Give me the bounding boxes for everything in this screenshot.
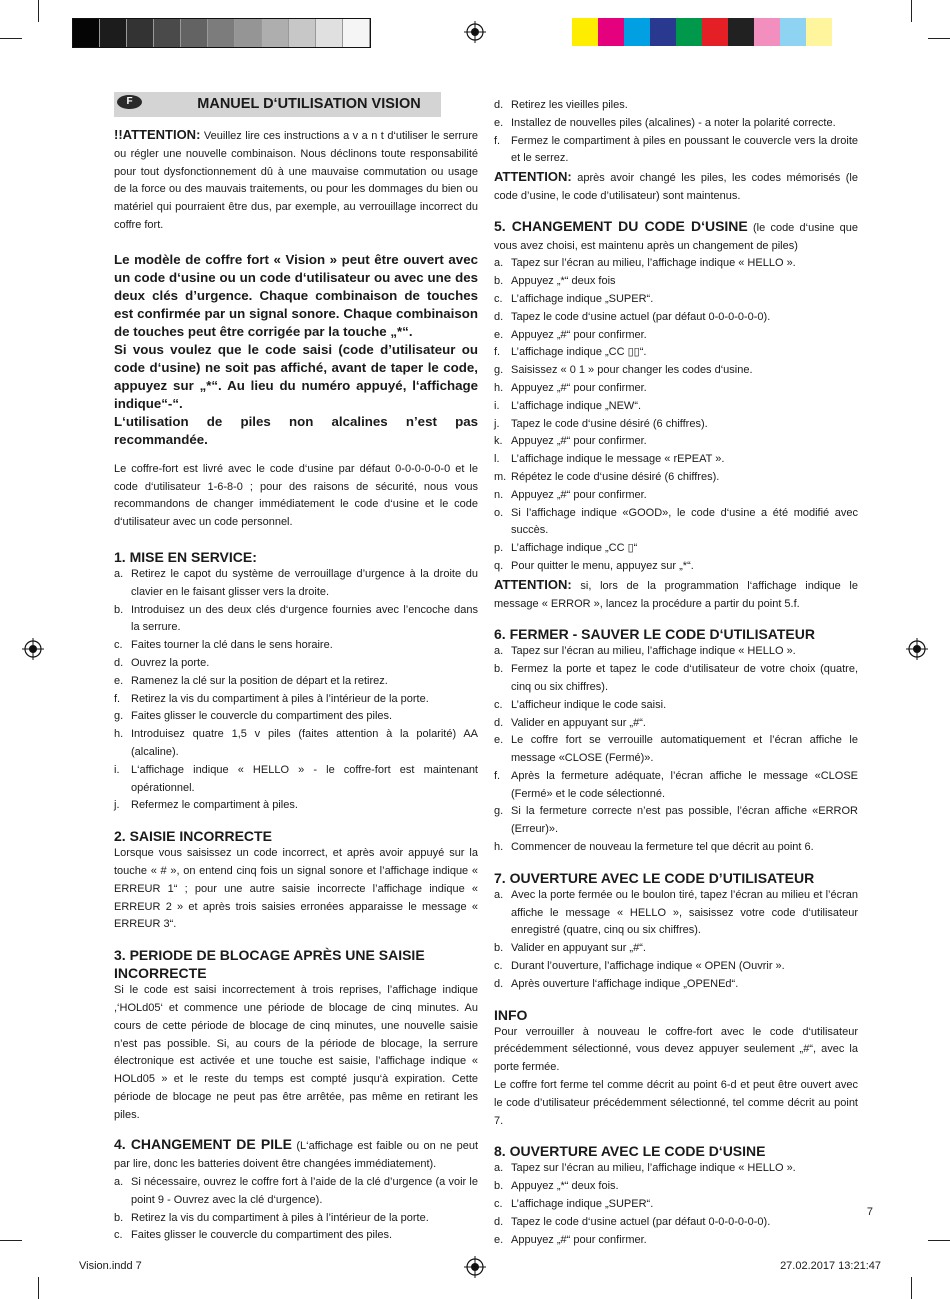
list-item-letter: e. xyxy=(114,674,124,687)
registration-mark-icon xyxy=(464,1256,486,1278)
list-item-text: Fermez le compartiment à piles en poussant le couvercle vers la droite et le serrez. xyxy=(511,134,858,165)
section-5-list xyxy=(494,255,858,575)
color-swatch xyxy=(728,18,754,46)
list-item-text: Valider en appuyant sur „#“. xyxy=(511,716,646,729)
list-item-text: Appuyez „#“ pour confirmer. xyxy=(511,328,647,341)
list-item-letter: o. xyxy=(494,506,504,519)
list-item xyxy=(114,1227,478,1245)
list-item-text: Tapez le code d‘usine actuel (par défaut 0-0-0-0-0-0). xyxy=(511,310,771,323)
intro-note: Le coffre-fort est livré avec le code d‘usine par défaut 0-0-0-0-0-0 et le code d‘utilisateur 1-6-8-0 ; pour des raisons de sécurité, nous vous recommandons de changer immédiatement le code d‘usine et le code d‘utilisateur avec un code personnel. xyxy=(114,462,478,529)
list-item-letter: c. xyxy=(494,698,503,711)
list-item xyxy=(494,558,858,576)
crop-mark xyxy=(911,0,912,22)
list-item-text: L’affichage indique „SUPER“. xyxy=(511,1198,654,1211)
list-item-text: Introduisez quatre 1,5 v piles (faites attention à la polarité) AA (alcaline). xyxy=(131,728,478,758)
attention-label: ATTENTION: xyxy=(494,169,572,185)
list-item-text: Appuyez „*“ deux fois. xyxy=(511,1180,619,1193)
list-item-text: Ouvrez la porte. xyxy=(131,656,210,669)
list-item-text: Tapez le code d‘usine actuel (par défaut 0-0-0-0-0-0). xyxy=(511,1215,771,1228)
color-swatch xyxy=(316,19,343,47)
attention-text: si, lors de la programmation l‘affichage indique le message « ERROR », lancez la procédure a partir du point 5.f. xyxy=(494,579,858,610)
list-item-text: Ramenez la clé sur la position de départ et la retirez. xyxy=(131,674,388,687)
section-7-list xyxy=(494,887,858,994)
section-8-list xyxy=(494,1160,858,1249)
section-1-title: 1. MISE EN SERVICE: xyxy=(114,548,257,565)
list-item xyxy=(114,797,478,815)
color-swatch xyxy=(624,18,650,46)
footer-date: 27.02.2017 13:21:47 xyxy=(780,1260,881,1272)
list-item-text: Introduisez un des deux clés d‘urgence fournies avec l’encoche dans la serrure. xyxy=(131,603,478,634)
crop-mark xyxy=(38,0,39,22)
grayscale-calibration-strip xyxy=(72,18,371,48)
list-item-letter: d. xyxy=(494,99,504,111)
list-item xyxy=(494,97,858,115)
section-4-list-continued xyxy=(494,97,858,168)
list-item-letter: c. xyxy=(114,1229,123,1242)
list-item-letter: d. xyxy=(494,716,504,729)
list-item xyxy=(494,1160,858,1178)
list-item xyxy=(114,762,478,798)
list-item-letter: a. xyxy=(494,645,504,658)
attention-text: après avoir changé les piles, les codes mémorisés (le code d’usine, le code d’utilisateur) sont maintenus. xyxy=(494,172,858,202)
list-item-text: Appuyez „*“ deux fois xyxy=(511,275,616,288)
list-item-letter: a. xyxy=(114,1176,124,1189)
list-item-letter: b. xyxy=(494,275,504,288)
list-item-letter: c. xyxy=(494,960,503,973)
section-2-text: Lorsque vous saisissez un code incorrect, et après avoir appuyé sur la touche « # », on entend cinq fois un signal sonore et l’affichage indique « ERREUR 1“ ; pour une autre saisie incorrecte l’affichage indique « ERREUR 2 » et après trois saisies erronées apparaisse le message « ERREUR 3“. xyxy=(114,847,478,931)
list-item xyxy=(114,708,478,726)
intro-bold-1: Le modèle de coffre fort « Vision » peut être ouvert avec un code d‘usine ou un code d‘utilisateur ou avec une des deux clés d’urgence. Chaque combinaison de touches est confirmée par un signal sonore. Chaque combinaison de touches peut être corrigée par la touche „*“. xyxy=(114,251,478,339)
list-item-letter: a. xyxy=(114,567,124,580)
list-item-letter: j. xyxy=(114,799,120,812)
section-7-title: 7. OUVERTURE AVEC LE CODE D’UTILISATEUR xyxy=(494,869,815,886)
crop-mark xyxy=(0,1240,22,1241)
list-item xyxy=(114,637,478,655)
list-item-letter: c. xyxy=(494,1198,503,1211)
list-item xyxy=(494,887,858,940)
color-swatch xyxy=(598,18,624,46)
crop-mark xyxy=(928,1240,950,1241)
list-item-letter: e. xyxy=(494,734,504,747)
list-item-text: L’affichage indique „SUPER“. xyxy=(511,292,654,305)
list-item xyxy=(114,1210,478,1228)
list-item-text: Tapez sur l’écran au milieu, l’affichage indique « HELLO ». xyxy=(511,1162,796,1175)
list-item-text: Le coffre fort se verrouille automatiquement et l’écran affiche le message «CLOSE (Fermé)». xyxy=(511,734,858,765)
section-5-attention xyxy=(494,576,858,614)
page-number: 7 xyxy=(866,1206,873,1218)
list-item-text: Retirez le capot du système de verrouillage d’urgence à la droite du clavier en le faisant glisser vers la droite. xyxy=(131,567,478,598)
color-swatch xyxy=(702,18,728,46)
list-item-text: Si l’affichage indique «GOOD», le code d‘usine a été modifié avec succès. xyxy=(511,506,858,537)
intro-bold-3: L‘utilisation de piles non alcalines n’est pas recommandée. xyxy=(114,413,478,447)
list-item-letter: g. xyxy=(114,710,124,723)
list-item xyxy=(494,697,858,715)
crop-mark xyxy=(911,1277,912,1299)
list-item xyxy=(494,940,858,958)
list-item-letter: p. xyxy=(494,542,504,555)
list-item-text: Durant l’ouverture, l’affichage indique « OPEN (Ouvrir ». xyxy=(511,960,785,973)
list-item xyxy=(494,416,858,434)
list-item-letter: b. xyxy=(494,942,504,955)
list-item-text: Installez de nouvelles piles (alcalines) - a noter la polarité correcte. xyxy=(511,116,836,129)
list-item-text: Appuyez „#“ pour confirmer. xyxy=(511,435,647,448)
left-column xyxy=(114,126,478,1245)
list-item-letter: f. xyxy=(494,769,501,782)
info-text-1: Pour verrouiller à nouveau le coffre-fort avec le code d‘utilisateur précédemment sélectionné, vous devez appuyer seulement „#“, avec la porte fermée. xyxy=(494,1025,858,1074)
list-item-text: Retirez la vis du compartiment à piles à l’intérieur de la porte. xyxy=(131,1211,429,1224)
list-item xyxy=(494,715,858,733)
list-item-letter: i. xyxy=(114,763,120,776)
list-item-text: L’affichage indique „CC ▯▯“. xyxy=(511,346,647,359)
color-swatch xyxy=(73,19,100,47)
list-item-text: Si nécessaire, ouvrez le coffre fort à l’aide de la clé d’urgence (a voir le point 9 - Ouvrez avec la clé d‘urgence). xyxy=(131,1176,478,1206)
list-item-letter: g. xyxy=(494,364,504,377)
list-item-text: L’affichage indique „NEW“. xyxy=(511,399,642,412)
list-item-letter: b. xyxy=(114,603,124,616)
color-swatch xyxy=(780,18,806,46)
attention-label: ATTENTION: xyxy=(494,576,572,592)
section-2-title: 2. SAISIE INCORRECTE xyxy=(114,828,272,845)
color-swatch xyxy=(262,19,289,47)
info-title: INFO xyxy=(494,1006,528,1023)
color-swatch xyxy=(181,19,208,47)
section-4-subtitle: (L‘affichage est faible ou on ne peut par lire, donc les batteries doivent être changées immédiatement). xyxy=(114,1140,478,1171)
list-item xyxy=(494,732,858,768)
list-item-letter: l. xyxy=(494,453,500,466)
color-swatch xyxy=(208,19,235,47)
info-text-2: Le coffre fort ferme tel comme décrit au point 6-d et peut être ouvert avec le code d’utilisateur précédemment sélectionné, tel comme décrit au point 7. xyxy=(494,1079,858,1127)
section-4-title: 4. CHANGEMENT DE PILE xyxy=(114,1136,293,1153)
list-item xyxy=(494,362,858,380)
list-item-text: Retirez la vis du compartiment à piles à l’intérieur de la porte. xyxy=(131,692,429,705)
list-item xyxy=(494,505,858,541)
manual-title: MANUEL D‘UTILISATION VISION xyxy=(197,96,421,112)
language-badge: F xyxy=(117,95,142,109)
intro-attention xyxy=(114,126,478,235)
section-3-text: Si le code est saisi incorrectement à trois reprises, l’affichage indique ,‘HOLd05‘ et commence une période de blocage de cinq minutes. Au cours de cette période de blocage de cinq minutes, une nouvelle saisie n’est pas possible. Si, au cours de la période de blocage, la serrure électronique est activée et une touche est saisie, l’affichage indique « HOLd05 » et le reste du temps est compté jusqu‘à expiration. Cette période de blocage ne peut pas être arrêtée, pas même en retirant les piles. xyxy=(114,984,478,1121)
list-item-letter: h. xyxy=(494,381,504,394)
section-6-list xyxy=(494,643,858,857)
list-item-letter: h. xyxy=(114,728,124,741)
list-item xyxy=(494,643,858,661)
section-3-title: 3. PERIODE DE BLOCAGE APRÈS UNE SAISIE INCORRECTE xyxy=(114,947,425,982)
registration-mark-icon xyxy=(464,21,486,43)
list-item-letter: f. xyxy=(494,134,501,147)
list-item xyxy=(494,958,858,976)
list-item xyxy=(494,291,858,309)
list-item-letter: e. xyxy=(494,116,504,129)
color-swatch xyxy=(343,19,370,47)
list-item xyxy=(494,380,858,398)
list-item xyxy=(114,691,478,709)
color-swatch xyxy=(235,19,262,47)
list-item-letter: d. xyxy=(114,656,124,669)
list-item-text: Faites glisser le couvercle du compartiment des piles. xyxy=(131,710,393,723)
list-item-text: Tapez sur l’écran au milieu, l’affichage indique « HELLO ». xyxy=(511,645,796,658)
list-item-letter: a. xyxy=(494,888,504,901)
list-item-letter: e. xyxy=(494,328,504,341)
list-item xyxy=(114,655,478,673)
list-item xyxy=(494,1178,858,1196)
section-5-heading xyxy=(494,218,858,256)
list-item-letter: a. xyxy=(494,257,504,270)
list-item xyxy=(494,433,858,451)
list-item xyxy=(114,602,478,638)
section-5-title: 5. CHANGEMENT DU CODE D‘USINE xyxy=(494,217,748,234)
list-item xyxy=(114,1174,478,1210)
color-swatch xyxy=(754,18,780,46)
list-item-text: Fermez la porte et tapez le code d‘utilisateur de votre choix (quatre, cinq ou six chiffres). xyxy=(511,663,858,693)
list-item xyxy=(494,115,858,133)
attention-text: Veuillez lire ces instructions a v a n t d‘utiliser le serrure ou régler une nouvelle combinaison. Nous déclinons toute responsabilité pour tout dysfonctionnement dû à une mauvaise commutation ou usage de la force ou des mauvais traitements, ou pour les dommages du bien ou matériel qui pourraient être dus, par exemple, au verrouillage incorrect du coffre fort. xyxy=(114,130,478,231)
list-item-letter: c. xyxy=(494,292,503,305)
list-item-letter: e. xyxy=(494,1233,504,1246)
color-swatch xyxy=(154,19,181,47)
list-item-text: Retirez les vieilles piles. xyxy=(511,99,628,111)
color-swatch xyxy=(289,19,316,47)
list-item-text: L’affichage indique le message « rEPEAT ». xyxy=(511,453,725,466)
list-item-letter: m. xyxy=(494,470,507,483)
list-item xyxy=(494,327,858,345)
list-item xyxy=(494,1232,858,1250)
color-calibration-strip xyxy=(572,18,832,46)
list-item-letter: b. xyxy=(494,663,504,676)
list-item xyxy=(114,566,478,602)
list-item-letter: f. xyxy=(494,346,501,359)
color-swatch xyxy=(806,18,832,46)
list-item-text: Faites tourner la clé dans le sens horaire. xyxy=(131,639,333,652)
footer-file: Vision.indd 7 xyxy=(79,1260,142,1272)
registration-mark-icon xyxy=(906,638,928,660)
list-item-text: L’affichage indique „CC ▯“ xyxy=(511,542,638,555)
list-item xyxy=(494,451,858,469)
list-item xyxy=(494,540,858,558)
list-item xyxy=(494,1214,858,1232)
section-8-title: 8. OUVERTURE AVEC LE CODE D‘USINE xyxy=(494,1143,766,1160)
list-item-text: Tapez le code d‘usine désiré (6 chiffres). xyxy=(511,417,708,430)
list-item-text: Appuyez „#“ pour confirmer. xyxy=(511,488,647,501)
crop-mark xyxy=(0,38,22,39)
list-item xyxy=(494,344,858,362)
list-item xyxy=(494,309,858,327)
crop-mark xyxy=(928,38,950,39)
list-item xyxy=(114,726,478,762)
section-1-list xyxy=(114,566,478,815)
list-item xyxy=(494,661,858,697)
right-column xyxy=(494,97,858,1249)
list-item-text: Appuyez „#“ pour confirmer. xyxy=(511,381,647,394)
list-item-text: Faites glisser le couvercle du compartiment des piles. xyxy=(131,1229,393,1242)
list-item xyxy=(494,976,858,994)
list-item xyxy=(494,839,858,857)
list-item-text: Refermez le compartiment à piles. xyxy=(131,799,298,812)
list-item xyxy=(494,255,858,273)
list-item-letter: d. xyxy=(494,310,504,323)
list-item-letter: b. xyxy=(114,1211,124,1224)
list-item xyxy=(494,487,858,505)
color-swatch xyxy=(650,18,676,46)
intro-bold-2: Si vous voulez que le code saisi (code d’utilisateur ou code d‘usine) ne soit pas affiché, avant de taper le code, appuyez sur „*“. Au lieu du numéro appuyé, l‘affichage indique“-“. xyxy=(114,341,478,411)
list-item-letter: f. xyxy=(114,692,121,705)
list-item-text: L‘affichage indique « HELLO » - le coffre-fort est maintenant opérationnel. xyxy=(131,763,478,794)
list-item xyxy=(494,768,858,804)
list-item-letter: c. xyxy=(114,639,123,652)
list-item-letter: d. xyxy=(494,1215,504,1228)
list-item-letter: g. xyxy=(494,805,504,818)
list-item-text: Si la fermeture correcte n’est pas possible, l’écran affiche «ERROR (Erreur)». xyxy=(511,805,858,836)
list-item xyxy=(494,1196,858,1214)
section-4-list xyxy=(114,1174,478,1245)
list-item-text: Avec la porte fermée ou le boulon tiré, tapez l’écran au milieu et l’écran affiche le message « HELLO », saisissez votre code d‘utilisateur enregistré (quatre, cinq ou six chiffres). xyxy=(511,888,858,937)
color-swatch xyxy=(127,19,154,47)
color-swatch xyxy=(572,18,598,46)
list-item-text: Après la fermeture adéquate, l’écran affiche le message «CLOSE (Fermé» et le code sélectionné. xyxy=(511,769,858,800)
list-item xyxy=(494,398,858,416)
list-item-letter: h. xyxy=(494,841,504,854)
list-item-letter: n. xyxy=(494,488,504,501)
list-item xyxy=(494,273,858,291)
list-item xyxy=(494,133,858,169)
list-item-text: Après ouverture l‘affichage indique „OPENEd“. xyxy=(511,977,739,990)
list-item-letter: i. xyxy=(494,399,500,412)
list-item-letter: k. xyxy=(494,435,503,448)
section-5-subtitle: (le code d‘usine que vous avez choisi, est maintenu après un changement de piles) xyxy=(494,221,858,252)
list-item-text: Répétez le code d‘usine désiré (6 chiffres). xyxy=(511,470,720,483)
list-item-letter: b. xyxy=(494,1180,504,1193)
list-item xyxy=(494,469,858,487)
attention-label: !!ATTENTION: xyxy=(114,127,201,142)
list-item-text: Saisissez « 0 1 » pour changer les codes d‘usine. xyxy=(511,364,753,377)
list-item-text: Commencer de nouveau la fermeture tel que décrit au point 6. xyxy=(511,841,814,854)
list-item-text: Pour quitter le menu, appuyez sur „*“. xyxy=(511,559,694,572)
list-item-letter: a. xyxy=(494,1162,504,1175)
list-item-letter: j. xyxy=(494,417,500,430)
list-item xyxy=(494,803,858,839)
list-item xyxy=(114,673,478,691)
color-swatch xyxy=(100,19,127,47)
list-item-letter: d. xyxy=(494,977,504,990)
crop-mark xyxy=(38,1277,39,1299)
registration-mark-icon xyxy=(22,638,44,660)
list-item-text: Tapez sur l’écran au milieu, l’affichage indique « HELLO ». xyxy=(511,257,796,270)
list-item-text: L’afficheur indique le code saisi. xyxy=(511,698,667,711)
list-item-letter: q. xyxy=(494,559,504,572)
color-swatch xyxy=(676,18,702,46)
list-item-text: Appuyez „#“ pour confirmer. xyxy=(511,1233,647,1246)
section-4-heading xyxy=(114,1136,478,1174)
section-4-attention xyxy=(494,168,858,206)
list-item-text: Valider en appuyant sur „#“. xyxy=(511,942,646,955)
section-6-title: 6. FERMER - SAUVER LE CODE D‘UTILISATEUR xyxy=(494,626,815,643)
